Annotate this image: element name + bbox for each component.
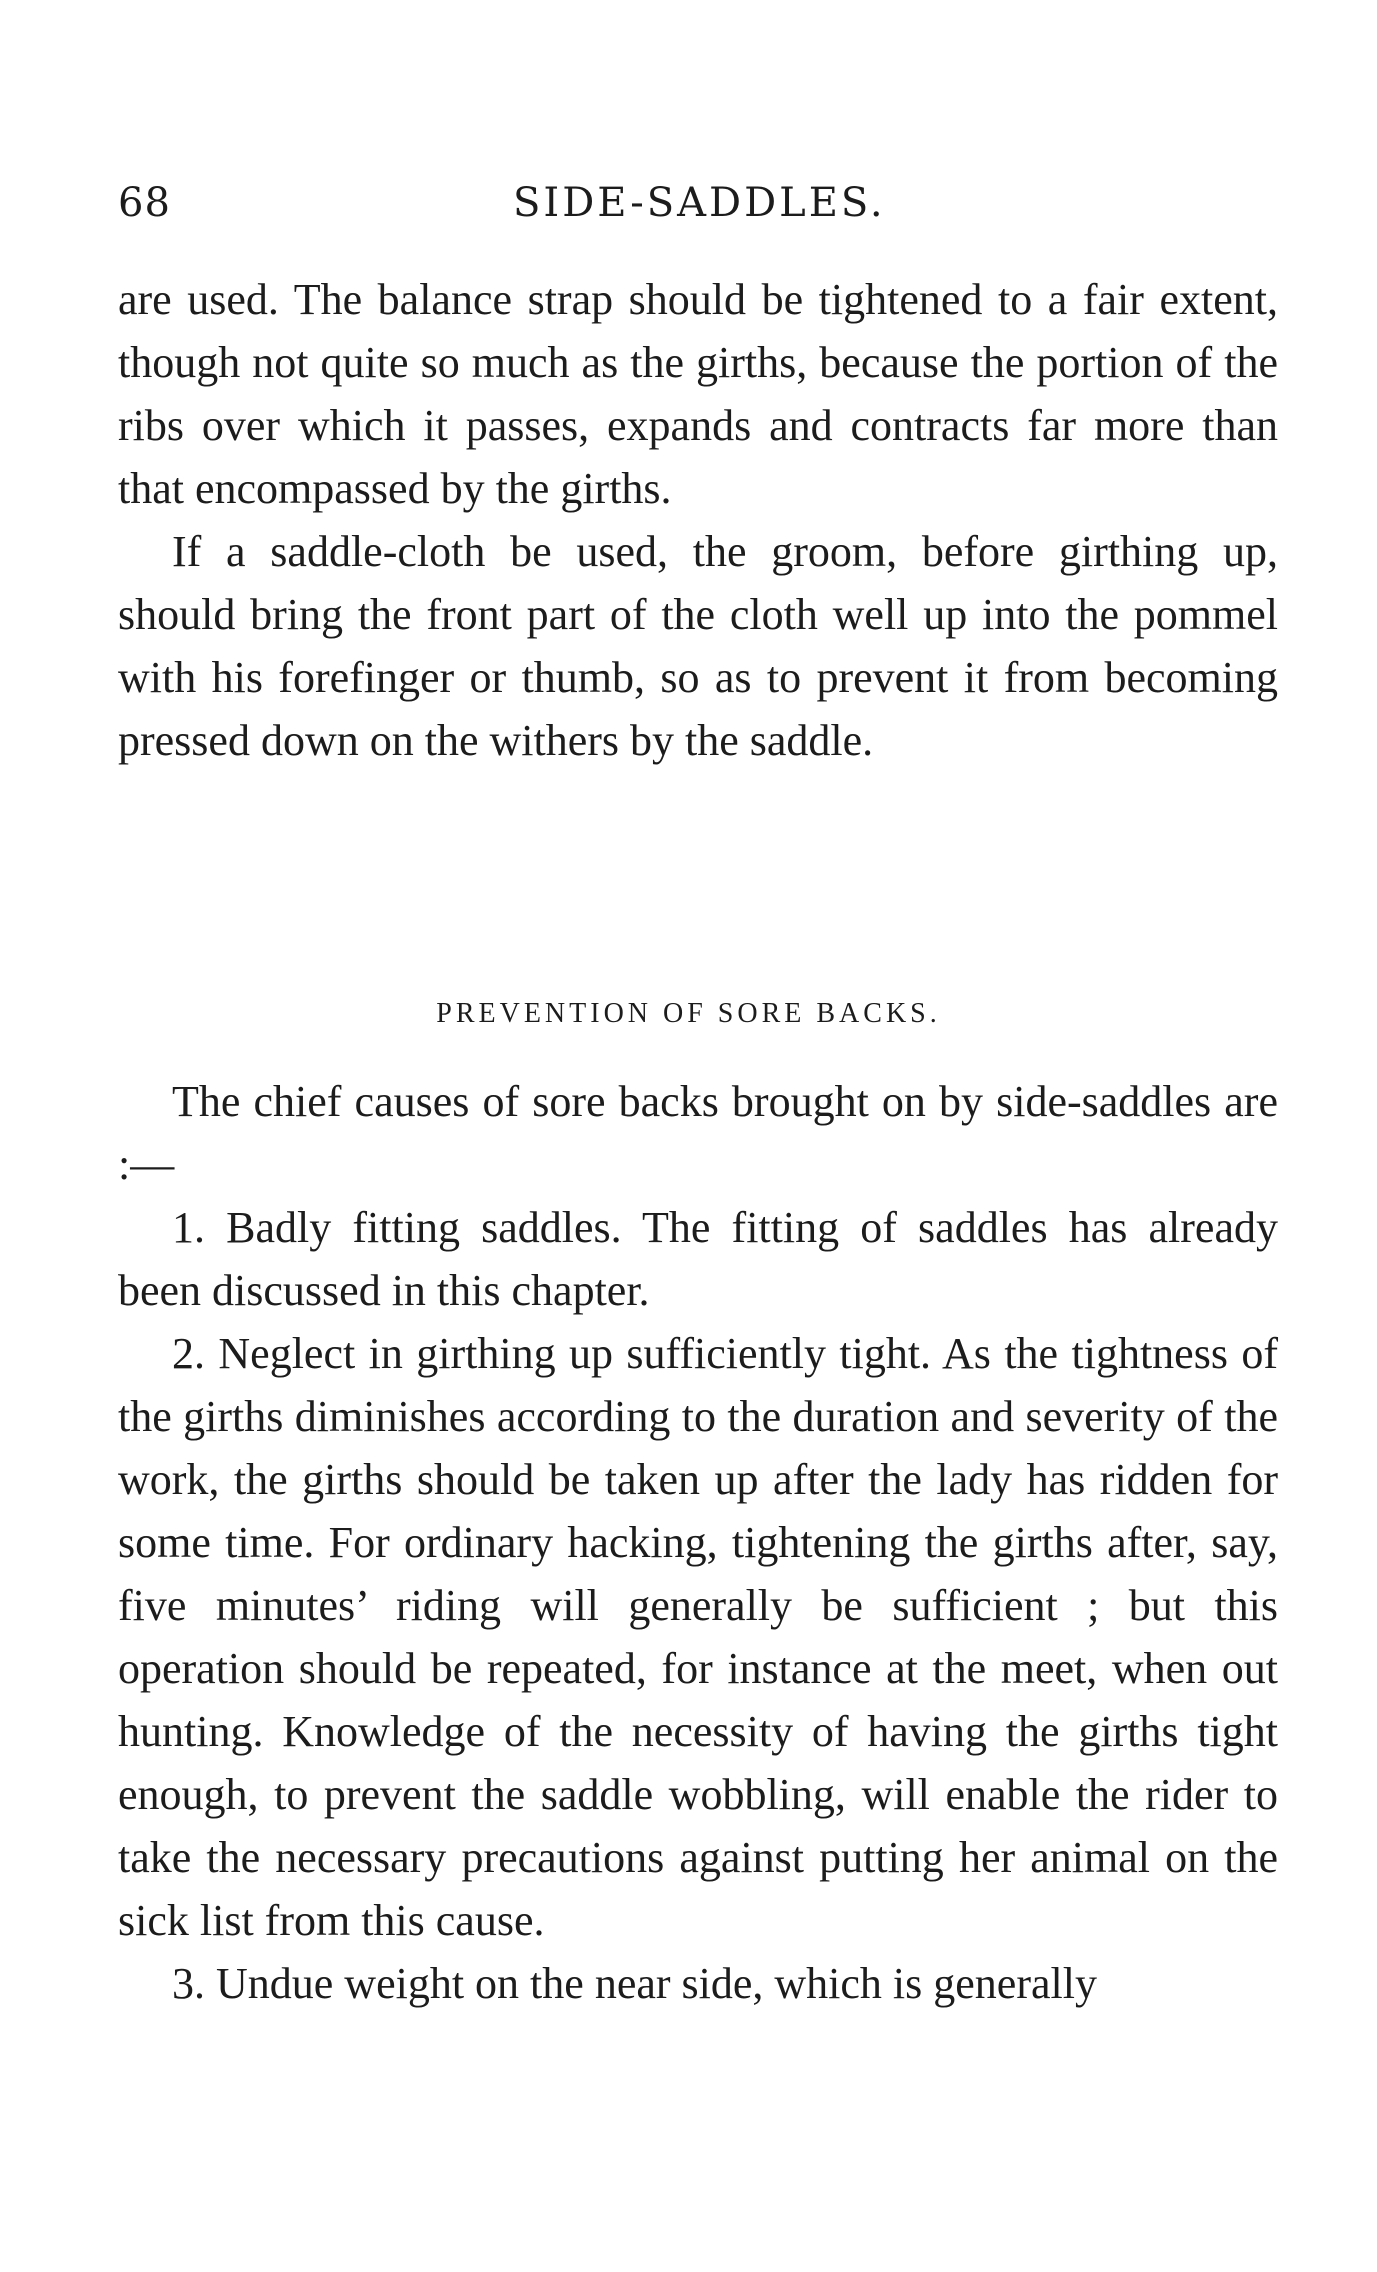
list-item-2: 2. Neglect in girthing up sufficiently tight. As the tightness of the girths diminishes according to the duration and severity of the work, the girths should be taken up after the lady has ridden for some time. For ordinary hacking, tightening the girths after, say, five minutes’ riding will generally be sufficient ; but this operation should be repeated, for instance at the meet, when out hunting. Knowledge of the necessity of having the girths tight enough, to prevent the saddle wobbling, will enable the rider to take the necessary precautions against putting her animal on the sick list from this cause. [118, 1329, 1278, 1945]
running-head [118, 180, 1278, 240]
paragraph-intro: The chief causes of sore backs brought on by side-saddles are :— [118, 1077, 1278, 1189]
running-title: SIDE-SADDLES. [513, 180, 886, 226]
body-text-top [118, 268, 1278, 772]
section-heading: PREVENTION OF SORE BACKS. [436, 998, 941, 1029]
body-text-section [118, 1070, 1278, 2015]
page-number: 68 [118, 180, 171, 226]
list-item-1: 1. Badly fitting saddles. The fitting of saddles has already been discussed in this chapter. [118, 1203, 1278, 1315]
paragraph-saddle-cloth: If a saddle-cloth be used, the groom, before girthing up, should bring the front part of the cloth well up into the pommel with his forefinger or thumb, so as to prevent it from becoming pressed down on the withers by the saddle. [118, 527, 1278, 765]
paragraph-continuation: are used. The balance strap should be tightened to a fair extent, though not quite so much as the girths, because the portion of the ribs over which it passes, expands and contracts far more than that encompassed by the girths. [118, 275, 1278, 513]
list-item-3: 3. Undue weight on the near side, which is generally [172, 1959, 1097, 2008]
